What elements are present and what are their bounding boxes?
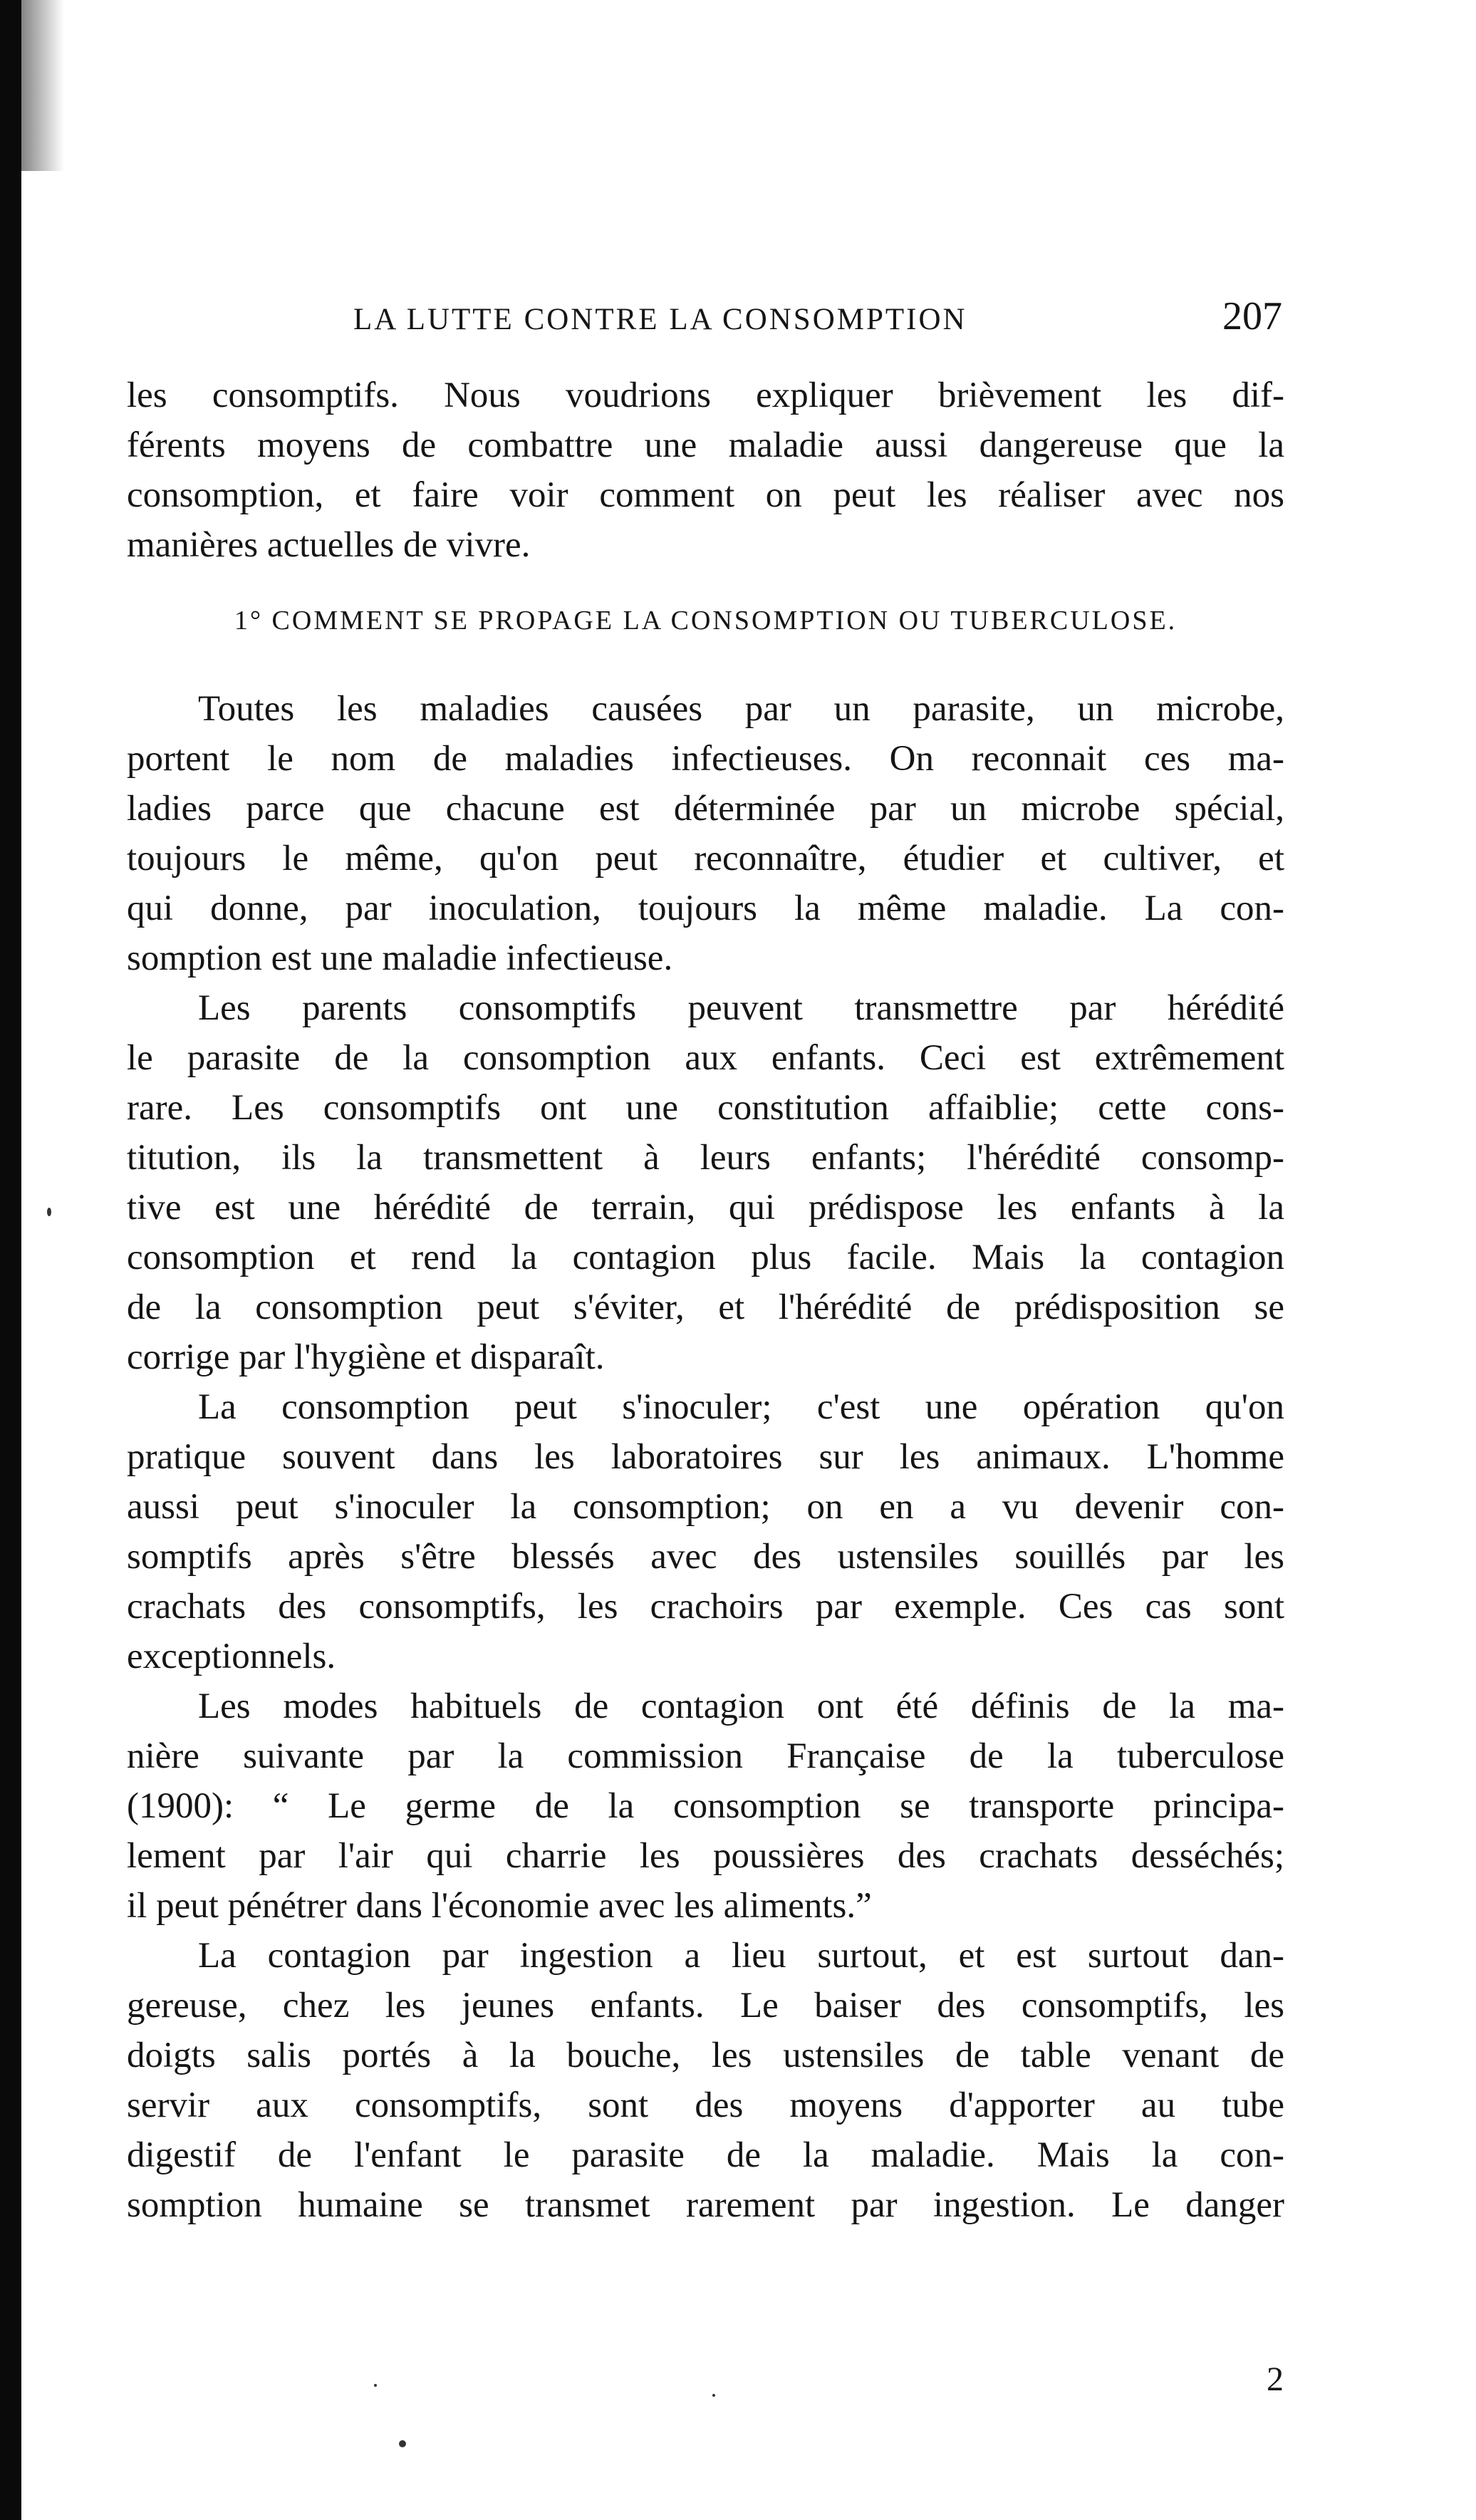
text-line: manières actuelles de vivre. [127,525,531,565]
text-line: gereuse, chez les jeunes enfants. Le baiser des consomptifs, les [127,1986,1284,2026]
text-line: (1900): “ Le germe de la consomption se transporte principa- [127,1786,1284,1826]
ink-speck [47,1208,51,1216]
text-line: consomption, et faire voir comment on peut les réaliser avec nos [127,475,1284,515]
text-line: crachats des consomptifs, les crachoirs par exemple. Ces cas sont [127,1587,1284,1627]
text-line: toujours le même, qu'on peut reconnaître, étudier et cultiver, et [127,839,1284,878]
text-line: les consomptifs. Nous voudrions expliquer brièvement les dif- [127,375,1284,415]
text-line: férents moyens de combattre une maladie aussi dangereuse que la [127,425,1284,465]
text-line: il peut pénétrer dans l'économie avec les aliments.” [127,1886,872,1926]
paragraph-contagion-modes [127,1681,1284,1931]
text-line: lement par l'air qui charrie les poussières des crachats desséchés; [127,1836,1284,1876]
ink-speck [374,2384,377,2387]
text-line: Les modes habituels de contagion ont été définis de la ma- [198,1686,1284,1726]
text-line: exceptionnels. [127,1637,336,1676]
text-line: La contagion par ingestion a lieu surtout, et est surtout dan- [198,1936,1284,1976]
text-line: rare. Les consomptifs ont une constitution affaiblie; cette cons- [127,1088,1284,1128]
page-number: 207 [1222,294,1282,338]
text-line: somption est une maladie infectieuse. [127,938,673,978]
text-line: servir aux consomptifs, sont des moyens d'apporter au tube [127,2085,1284,2125]
signature-mark: 2 [1267,2360,1284,2398]
running-title: LA LUTTE CONTRE LA CONSOMPTION [353,303,967,336]
text-line: de la consomption peut s'éviter, et l'hérédité de prédisposition se [127,1287,1284,1327]
section-heading: 1° COMMENT SE PROPAGE LA CONSOMPTION OU TUBERCULOSE. [234,606,1178,636]
text-line: tive est une hérédité de terrain, qui prédispose les enfants à la [127,1188,1284,1228]
text-line: qui donne, par inoculation, toujours la même maladie. La con- [127,888,1284,928]
binding-shadow [21,0,64,171]
ink-speck [712,2394,715,2397]
text-line: titution, ils la transmettent à leurs enfants; l'hérédité consomp- [127,1138,1284,1178]
text-line: ladies parce que chacune est déterminée par un microbe spécial, [127,789,1284,829]
text-line: La consomption peut s'inoculer; c'est une opération qu'on [198,1387,1284,1427]
paragraph-heredity [127,983,1284,1382]
page-body [127,370,1284,2230]
text-line: portent le nom de maladies infectieuses. On reconnait ces ma- [127,739,1284,779]
paragraph-ingestion [127,1931,1284,2230]
text-line: pratique souvent dans les laboratoires sur les animaux. L'homme [127,1437,1284,1477]
text-line: Les parents consomptifs peuvent transmettre par hérédité [198,988,1284,1028]
section-gap [127,663,1284,684]
running-head [128,294,1282,343]
text-line: somptifs après s'être blessés avec des ustensiles souillés par les [127,1537,1284,1577]
text-line: somption humaine se transmet rarement par ingestion. Le danger [127,2185,1284,2225]
text-line: Toutes les maladies causées par un parasite, un microbe, [198,689,1284,729]
text-line: digestif de l'enfant le parasite de la maladie. Mais la con- [127,2135,1284,2175]
text-line: le parasite de la consomption aux enfants. Ceci est extrêmement [127,1038,1284,1078]
text-line: nière suivante par la commission Française de la tuberculose [127,1736,1284,1776]
paragraph-infectious-diseases [127,684,1284,983]
paragraph-inoculation [127,1382,1284,1681]
intro-paragraph [127,370,1284,570]
text-line: aussi peut s'inoculer la consomption; on en a vu devenir con- [127,1487,1284,1527]
text-line: consomption et rend la contagion plus facile. Mais la contagion [127,1238,1284,1277]
text-line: doigts salis portés à la bouche, les ustensiles de table venant de [127,2036,1284,2075]
text-line: corrige par l'hygiène et disparaît. [127,1337,605,1377]
ink-speck [399,2440,406,2447]
binding-edge [0,0,21,2520]
